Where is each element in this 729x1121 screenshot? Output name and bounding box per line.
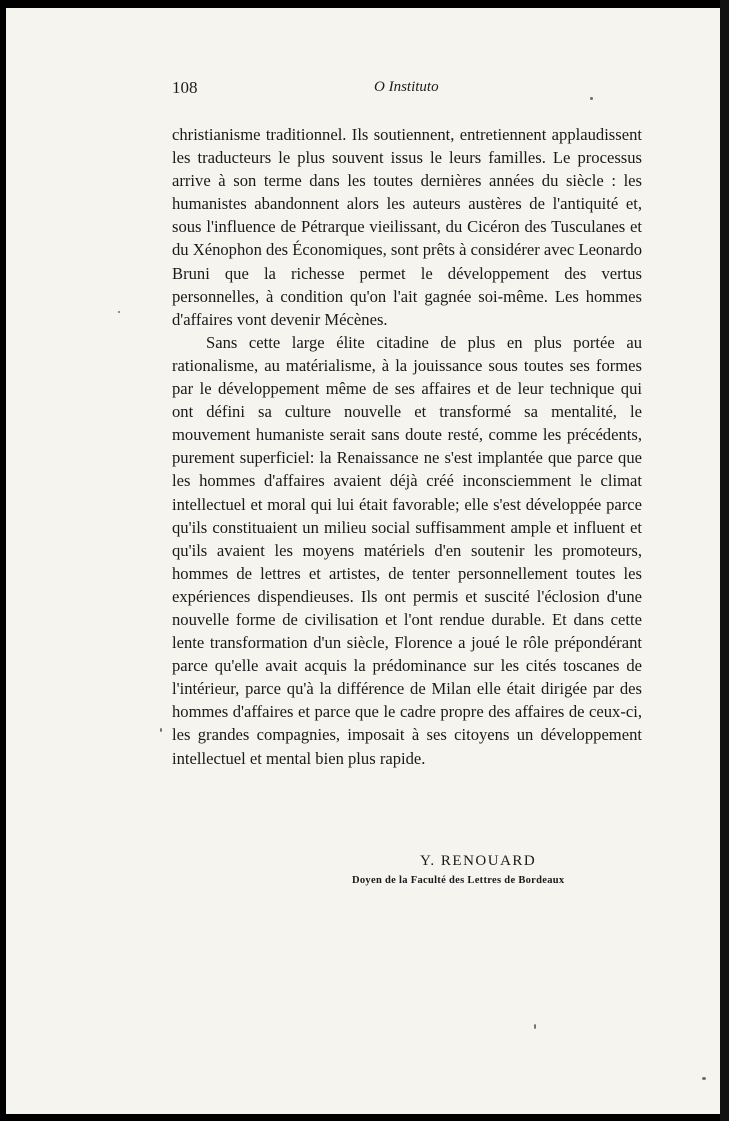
scan-speck — [118, 311, 120, 313]
page-header — [168, 78, 632, 100]
author-affiliation: Doyen de la Faculté des Lettres de Bordeaux — [352, 875, 565, 886]
article-body — [172, 123, 642, 770]
paragraph: christianisme traditionnel. Ils soutiennent, entretiennent applaudissent les traducteurs le plus souvent issus le leurs familles. Le processus arrive à son terme dans les toutes dernières années du siècle : les humanistes abandonnent alors les auteurs austères de l'antiquité et, sous l'influence de Pétrarque vieilissant, du Cicéron des Tusculanes et du Xénophon des Économiques, sont prêts à considérer avec Leonardo Bruni que la richesse permet le développement des vertus personnelles, à condition qu'on l'ait gagnée soi-même. Les hommes d'affaires vont devenir Mécènes. — [172, 125, 643, 329]
scan-speck — [590, 97, 593, 100]
scan-speck — [702, 1077, 706, 1080]
page-number: 108 — [172, 78, 198, 97]
running-title: O Instituto — [374, 79, 439, 95]
paragraph: Sans cette large élite citadine de plus en plus portée au rationalisme, au matérialisme, à la jouissance sous toutes ses formes par le développement même de ses affaires et de leur technique qui ont défini sa culture nouvelle et transformé sa mentalité, le mouvement humaniste serait sans doute resté, comme les précédents, purement superficiel: la Renaissance ne s'est implantée que parce que les hommes d'affaires avaient déjà créé inconsciemment le climat intellectuel et moral qui lui était favorable; elle s'est développée parce qu'ils constituaient un milieu social suffisamment ample et influent et qu'ils avaient les moyens matériels d'en soutenir les promoteurs, hommes de lettres et artistes, de tenter personnellement toutes les expériences dispendieuses. Ils ont permis et suscité l'éclosion d'une nouvelle forme de civilisation et l'ont rendue durable. Et dans cette lente transformation d'un siècle, Florence a joué le rôle prépondérant parce qu'elle avait acquis la prédominance sur les cités toscanes de l'intérieur, parce qu'à la différence de Milan elle était dirigée par des hommes d'affaires et parce que le cadre propre des affaires de ceux-ci, les grandes compagnies, imposait à ses citoyens un développement intellectuel et mental bien plus rapide. — [172, 332, 642, 768]
scan-edge — [720, 0, 729, 1121]
author-signature: Y. RENOUARD — [420, 853, 537, 869]
scan-speck — [534, 1024, 536, 1029]
scan-speck — [160, 728, 162, 732]
